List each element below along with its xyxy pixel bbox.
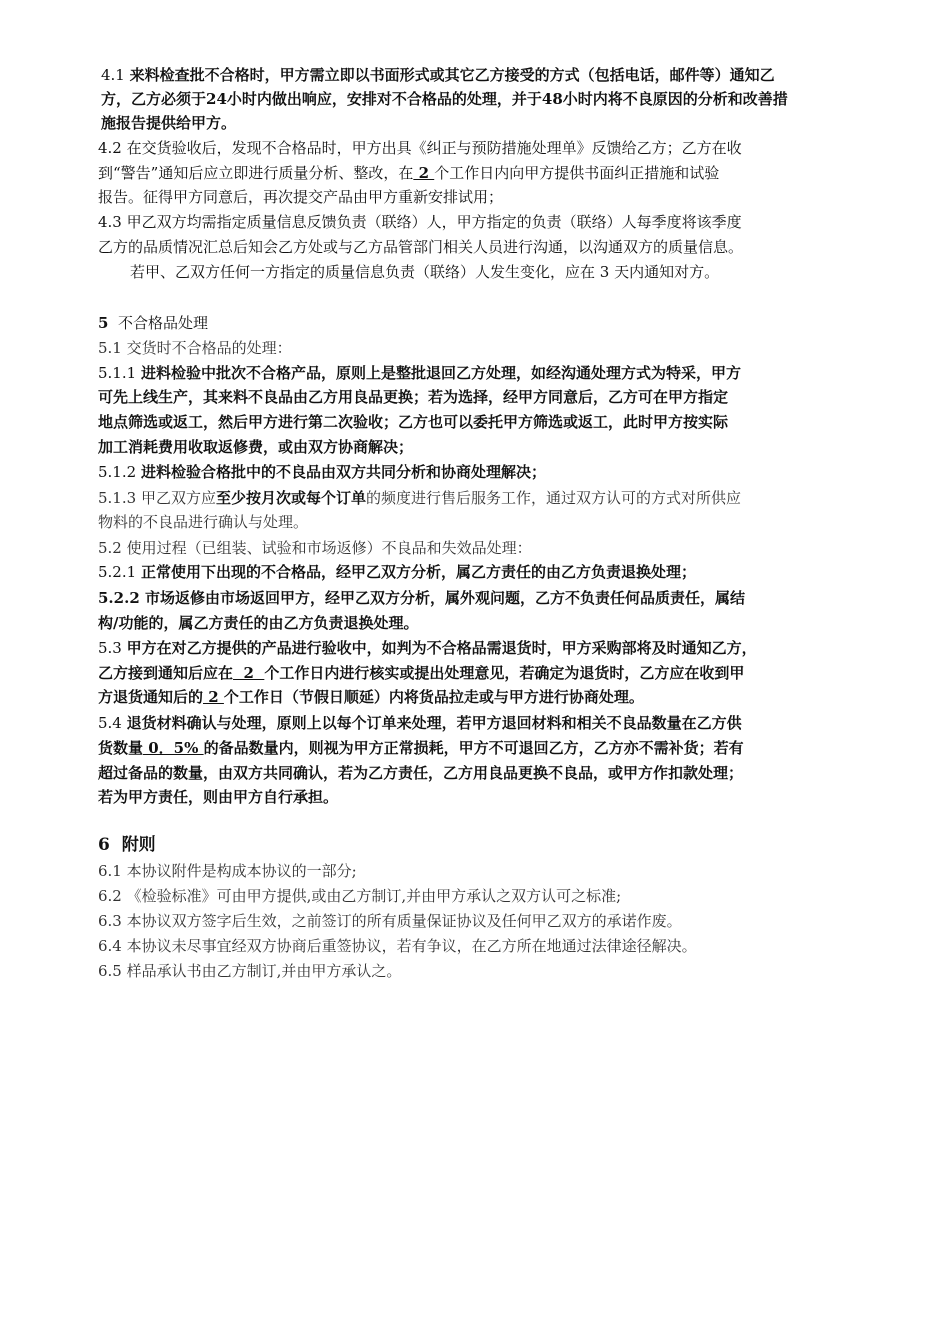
clause-text: 的频度进行售后服务工作，通过双方认可的方式对所供应 [365,489,741,507]
clause-number: 6.5 [98,962,122,980]
clause-text: 个工作日（节假日顺延）内将货品拉走或与甲方进行协商处理。 [223,688,644,706]
clause-number: 5.1.2 [98,463,137,481]
clause-number: 4.3 [98,213,122,231]
clause-number: 6.2 [98,887,122,905]
clause-text: 进料检验中批次不合格产品，原则上是整批退回乙方处理，如经沟通处理方式为特采，甲方 [140,364,741,382]
clause-number: 4.1 [101,66,125,84]
clause-5-4-line-3: 超过备品的数量，由双方共同确认，若为乙方责任，乙方用良品更换不良品，或甲方作扣款处理； [98,764,744,782]
clause-text: 市场返修由市场返回甲方，经甲乙双方分析，属外观问题，乙方不负责任何品质责任，属结 [145,589,746,607]
clause-number: 5.4 [98,714,122,732]
clause-6-3 [98,910,682,932]
clause-4-3-line-1 [98,211,742,233]
clause-text: 个工作日内向甲方提供书面纠正措施和试验 [434,164,720,182]
section-title: 不合格品处理 [117,314,208,332]
section-title: 附则 [121,835,156,855]
clause-text: 方退货通知后的 [98,688,204,706]
clause-5-1-2 [98,461,546,483]
clause-text: 进料检验合格批中的不良品由双方共同分析和协商处理解决； [140,463,546,481]
clause-number: 6.3 [98,912,122,930]
clause-text: 甲方在对乙方提供的产品进行验收中，如判为不合格品需退货时，甲方采购部将及时通知乙方， [126,639,757,657]
clause-5-2 [98,537,532,559]
clause-5-2-2-line-1 [98,587,745,609]
clause-text: 甲乙双方均需指定质量信息反馈负责（联络）人，甲方指定的负责（联络）人每季度将该季度 [126,213,742,231]
section-6-heading [98,834,156,856]
clause-number: 5.2.2 [98,589,140,607]
clause-6-4 [98,935,697,957]
clause-5-4-line-2 [98,737,744,759]
clause-4-2-line-2 [98,162,719,184]
clause-text: 到“警告”通知后应立即进行质量分析、整改，在 [98,164,414,182]
clause-number: 5.2.1 [98,563,137,581]
clause-text: 正常使用下出现的不合格品，经甲乙双方分析，属乙方责任的由乙方负责退换处理； [140,563,696,581]
clause-text: 交货时不合格品的处理： [126,339,292,357]
clause-number: 6.4 [98,937,122,955]
clause-number: 5.2 [98,539,122,557]
clause-text: 退货材料确认与处理，原则上以每个订单来处理，若甲方退回材料和相关不良品数量在乙方供 [126,714,742,732]
clause-text: 在交货验收后，发现不合格品时，甲方出具《纠正与预防措施处理单》反馈给乙方；乙方在收 [126,139,742,157]
section-number: 5 [98,314,109,332]
clause-text: 个工作日内进行核实或提出处理意见，若确定为退货时，乙方应在收到甲 [264,664,745,682]
clause-text: 乙方接到通知后应在 [98,664,234,682]
clause-4-3-line-2: 乙方的品质情况汇总后知会乙方处或与乙方品管部门相关人员进行沟通，以沟通双方的质量信息。 [98,238,744,256]
clause-text: 样品承认书由乙方制订,并由甲方承认之。 [126,962,402,980]
clause-5-1-1-line-3: 地点筛选或返工，然后甲方进行第二次验收；乙方也可以委托甲方筛选或返工，此时甲方按实际 [98,413,729,431]
clause-text: 《检验标准》可由甲方提供,或由乙方制订,并由甲方承认之双方认可之标准; [126,887,622,905]
clause-5-1-1-line-1 [98,362,741,384]
clause-text: 货数量 [98,739,144,757]
clause-6-2 [98,885,621,907]
clause-4-2-line-3: 报告。征得甲方同意后，再次提交产品由甲方重新安排试用； [98,188,504,206]
clause-5-3-line-3 [98,686,644,708]
clause-6-1 [98,860,357,882]
clause-4-1-line-2: 方，乙方必须于24小时内做出响应，安排对不合格品的处理，并于48小时内将不良原因的分析和改善措 [101,90,788,108]
underlined-value: 2 [203,688,224,706]
clause-4-2-line-1 [98,137,742,159]
clause-text: 来料检查批不合格时，甲方需立即以书面形式或其它乙方接受的方式（包括电话，邮件等）通知乙 [129,66,775,84]
underlined-value: 2 [233,664,265,682]
emphasis-text: 至少按月次或每个订单 [215,489,366,507]
clause-5-4-line-1 [98,712,742,734]
clause-5-1-1-line-2: 可先上线生产，其来料不良品由乙方用良品更换；若为选择，经甲方同意后，乙方可在甲方指定 [98,388,729,406]
clause-5-1 [98,337,292,359]
clause-4-3-line-3: 若甲、乙双方任何一方指定的质量信息负责（联络）人发生变化，应在 3 天内通知对方。 [130,263,720,281]
clause-5-2-1 [98,561,696,583]
clause-number: 5.3 [98,639,122,657]
clause-5-1-3-line-1 [98,487,741,509]
underlined-value: 0．5% [143,739,204,757]
section-number: 6 [98,835,110,855]
clause-5-4-line-4: 若为甲方责任，则由甲方自行承担。 [98,788,339,806]
clause-text: 本协议未尽事宜经双方协商后重签协议，若有争议，在乙方所在地通过法律途径解决。 [126,937,697,955]
clause-text: 本协议双方签字后生效，之前签订的所有质量保证协议及任何甲乙双方的承诺作废。 [126,912,682,930]
section-5-heading [98,312,208,334]
clause-number: 4.2 [98,139,122,157]
clause-5-1-3-line-2: 物料的不良品进行确认与处理。 [98,513,309,531]
clause-number: 5.1.1 [98,364,137,382]
clause-text: 甲乙双方应 [140,489,216,507]
clause-number: 5.1 [98,339,122,357]
clause-text: 的备品数量内，则视为甲方正常损耗，甲方不可退回乙方，乙方亦不需补货；若有 [203,739,744,757]
clause-text: 使用过程（已组装、试验和市场返修）不良品和失效品处理： [126,539,532,557]
underlined-value: 2 [413,164,435,182]
clause-6-5 [98,960,401,982]
clause-5-1-1-line-4: 加工消耗费用收取返修费，或由双方协商解决； [98,438,414,456]
clause-number: 6.1 [98,862,122,880]
clause-5-3-line-2 [98,662,744,684]
clause-4-1-line-1 [101,64,775,86]
clause-number: 5.1.3 [98,489,137,507]
clause-5-3-line-1 [98,637,757,659]
clause-text: 本协议附件是构成本协议的一部分; [126,862,357,880]
clause-5-2-2-line-2: 构/功能的，属乙方责任的由乙方负责退换处理。 [98,614,419,632]
clause-4-1-line-3: 施报告提供给甲方。 [101,114,237,132]
